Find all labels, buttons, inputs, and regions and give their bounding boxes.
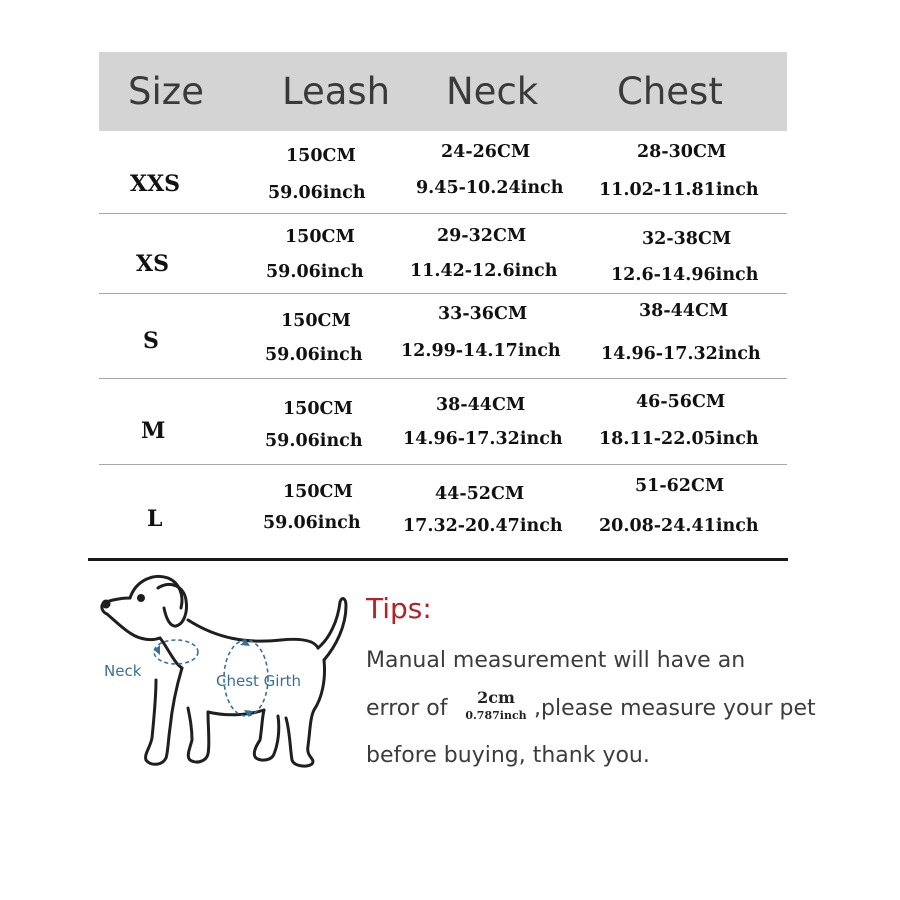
table-row: [99, 378, 787, 465]
header-size: Size: [128, 70, 204, 113]
chest-cm: 28-30CM: [637, 142, 727, 162]
leash-inch: 59.06inch: [265, 431, 363, 451]
neck-cm: 29-32CM: [437, 226, 527, 246]
tip-line-3: before buying, thank you.: [366, 743, 650, 768]
neck-cm: 33-36CM: [438, 304, 528, 324]
table-header-row: [99, 52, 787, 131]
table-row: [99, 464, 787, 558]
table-row: [99, 213, 787, 294]
leash-inch: 59.06inch: [263, 513, 361, 533]
chest-cm: 51-62CM: [635, 476, 725, 496]
chest-cm: 38-44CM: [639, 301, 729, 321]
neck-cm: 44-52CM: [435, 484, 525, 504]
leash-cm: 150CM: [285, 227, 355, 247]
table-row: [99, 293, 787, 379]
chest-girth-label: Chest Girth: [216, 672, 302, 690]
leash-cm: 150CM: [283, 482, 353, 502]
neck-inch: 12.99-14.17inch: [401, 341, 561, 361]
size-label: S: [143, 328, 159, 354]
chest-inch: 20.08-24.41inch: [599, 516, 759, 536]
dog-outline-icon: [96, 568, 348, 780]
tip-line-2-prefix: error of: [366, 696, 448, 721]
tip-line-2-suffix: ,please measure your pet: [534, 696, 816, 721]
neck-measure-label: Neck: [104, 662, 142, 680]
section-divider: [88, 558, 788, 561]
leash-cm: 150CM: [283, 399, 353, 419]
leash-inch: 59.06inch: [265, 345, 363, 365]
chest-inch: 18.11-22.05inch: [599, 429, 759, 449]
size-label: L: [147, 506, 163, 532]
table-row: [99, 131, 787, 214]
size-label: XS: [136, 251, 169, 277]
header-leash: Leash: [282, 70, 391, 113]
neck-cm: 24-26CM: [441, 142, 531, 162]
chest-cm: 46-56CM: [636, 392, 726, 412]
leash-cm: 150CM: [286, 146, 356, 166]
size-label: M: [141, 418, 166, 444]
error-inch: 0.787inch: [465, 709, 527, 722]
leash-inch: 59.06inch: [266, 262, 364, 282]
neck-inch: 9.45-10.24inch: [416, 178, 564, 198]
leash-cm: 150CM: [281, 311, 351, 331]
chest-inch: 12.6-14.96inch: [611, 265, 759, 285]
neck-inch: 14.96-17.32inch: [403, 429, 563, 449]
tip-line-1: Manual measurement will have an: [366, 648, 746, 673]
header-chest: Chest: [617, 70, 723, 113]
chest-cm: 32-38CM: [642, 229, 732, 249]
size-chart-table: [99, 52, 787, 536]
header-neck: Neck: [446, 70, 539, 113]
neck-cm: 38-44CM: [436, 395, 526, 415]
error-cm: 2cm: [477, 688, 515, 707]
error-fraction: [460, 688, 532, 722]
size-label: XXS: [130, 171, 181, 197]
chest-inch: 14.96-17.32inch: [601, 344, 761, 364]
chest-inch: 11.02-11.81inch: [599, 180, 759, 200]
neck-inch: 11.42-12.6inch: [410, 261, 558, 281]
neck-inch: 17.32-20.47inch: [403, 516, 563, 536]
tips-title: Tips:: [366, 592, 432, 625]
leash-inch: 59.06inch: [268, 183, 366, 203]
